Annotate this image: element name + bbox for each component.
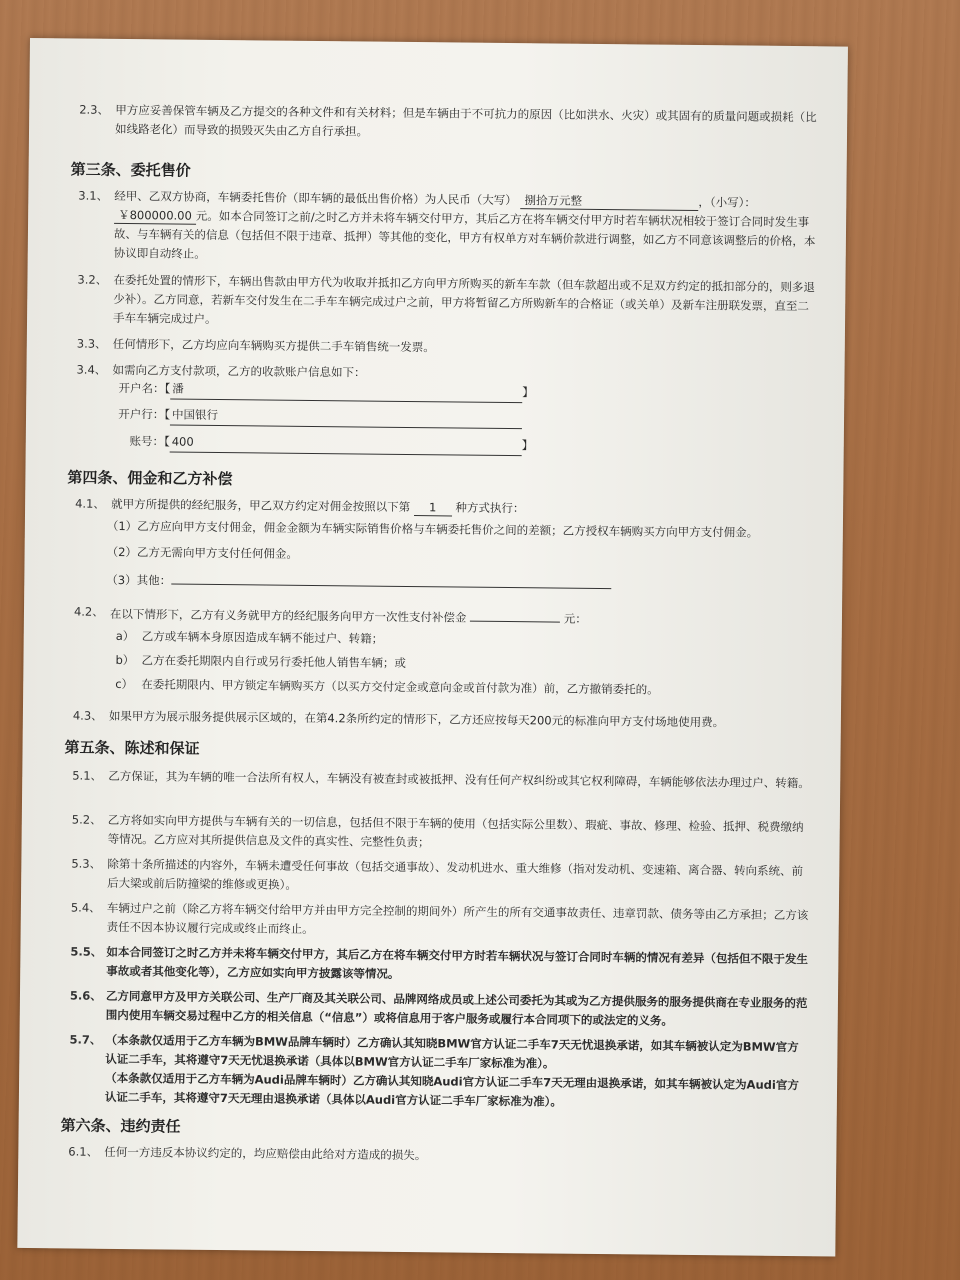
clause-text-a: 在以下情形下，乙方有义务就甲方的经纪服务向甲方一次性支付补偿金 (109, 606, 467, 625)
clause-text-b: ，（小写）： (698, 195, 757, 210)
clause-number: 5.2、 (71, 812, 102, 827)
account-number-field[interactable]: 400 (170, 432, 522, 456)
section-5-title: 第五条、陈述和保证 (64, 738, 200, 758)
amount-number-field[interactable]: ￥800000.00 (114, 208, 196, 225)
bank-field[interactable]: 中国银行 (170, 405, 522, 429)
clause-text: 乙方将如实向甲方提供与车辆有关的一切信息，包括但不限于车辆的使用（包括实际公里数）、瑕疵、事故、修理、检验、抵押、税费缴纳等情况。乙方应对其所提供信息及文件的真实性、完整性负责； (107, 812, 804, 850)
section-6-title: 第六条、违约责任 (60, 1116, 181, 1136)
clause-number: 5.7、 (69, 1032, 102, 1047)
clause-text-b: 种方式执行： (455, 500, 525, 516)
condition-b (115, 651, 406, 673)
clause-number: 5.6、 (69, 988, 102, 1003)
account-number-label: 账号：【 (129, 434, 170, 449)
clause-text: 车辆过户之前（除乙方将车辆交付给甲方并由甲方完全控制的期间外）所产生的所有交通事故责任、违章罚款、债务等由乙方承担；乙方该责任不因本协议履行完成或终止而终止。 (106, 900, 809, 937)
condition-b-text: 乙方在委托期限内自行或另行委托他人销售车辆；或 (141, 653, 407, 670)
clause-number: 3.4、 (76, 362, 107, 377)
clause-text: 如需向乙方支付款项，乙方的收款账户信息如下： (112, 362, 366, 380)
clause-text: 在委托处置的情形下，车辆出售款由甲方代为收取并抵扣乙方向甲方所购买的新车车款（但车款超出或不足双方约定的抵扣部分的，则多退少补）。乙方同意，若新车交付发生在二手车车辆完成过户之前，甲方将暂留乙方所购新车的合格证（或关单）及新车注册联发票，直至二手车车辆完成过户。 (113, 272, 816, 326)
clause-number: 2.3、 (79, 102, 110, 117)
option-3-label: （3）其他： (106, 572, 172, 588)
clause-number: 5.5、 (70, 944, 103, 959)
option-1: （1）乙方应向甲方支付佣金，佣金金额为车辆实际销售价格与车辆委托售价之间的差额；乙方授权车辆购买方向甲方支付佣金。 (106, 518, 759, 540)
clause-number: 3.1、 (78, 188, 109, 203)
option-3-field[interactable] (171, 570, 611, 590)
clause-5-6 (70, 986, 810, 1032)
option-3-row (106, 569, 611, 595)
clause-text: 乙方保证，其为车辆的唯一合法所有权人，车辆没有被查封或被抵押、没有任何产权纠纷或其它权利障碍，车辆能够依法办理过户、转籍。 (108, 768, 810, 791)
section-3-title: 第三条、委托售价 (70, 160, 191, 180)
section-4-title: 第四条、佣金和乙方补偿 (67, 468, 233, 489)
condition-c-text: 在委托期限内、甲方锁定车辆购买方（以买方交付定金或意向金或首付款为准）前，乙方撤销委托的。 (141, 677, 659, 697)
amount-in-words-field[interactable]: 捌拾万元整 (520, 193, 698, 211)
clause-number: 6.1、 (68, 1144, 99, 1159)
clause-number: 3.3、 (76, 336, 107, 351)
condition-c-mark: c） (115, 676, 134, 692)
clause-number: 4.3、 (72, 708, 103, 723)
clause-text: 如果甲方为展示服务提供展示区域的，在第4.2条所约定的情形下，乙方还应按每天200元的标准向甲方支付场地使用费。 (108, 708, 725, 730)
clause-number: 4.1、 (75, 496, 105, 511)
condition-a-text: 乙方或车辆本身原因造成车辆不能过户、转籍； (141, 629, 384, 646)
bracket-close: 】 (522, 385, 534, 400)
compensation-amount-field[interactable] (470, 607, 560, 623)
clause-number: 5.1、 (72, 768, 103, 783)
clause-text-bmw: （本条款仅适用于乙方车辆为BMW品牌车辆时）乙方确认其知晓BMW官方认证二手车7天无忧退换承诺，如其车辆被认定为BMW官方认证二手车，其将遵守7天无忧退换承诺（具体以BMW官方认证二手车厂家标准为准）。 (105, 1032, 799, 1071)
account-holder-field[interactable]: 潘 (170, 379, 522, 403)
clause-text-c: 元。如本合同签订之前/之时乙方并未将车辆交付甲方，其后乙方在将车辆交付甲方时若车辆状况相较于签订合同时发生事故、与车辆有关的信息（包括但不限于违章、抵押）等其他的变化，甲方有权单方对车辆价款进行调整，如乙方不同意该调整后的价格，本协议即自动终止。 (113, 208, 816, 261)
condition-c (115, 675, 659, 700)
clause-number: 5.3、 (71, 856, 102, 871)
account-number-row (112, 432, 534, 456)
bracket-close: 】 (521, 438, 534, 453)
clause-text: 任何情形下，乙方均应向车辆购买方提供二手车销售统一发票。 (112, 336, 435, 355)
condition-b-mark: b） (115, 652, 135, 668)
clause-4-3 (73, 706, 813, 733)
condition-a-mark: a） (115, 628, 135, 644)
contract-page (17, 38, 848, 1256)
clause-6-1 (68, 1142, 808, 1169)
clause-2-3 (79, 101, 819, 147)
account-holder-row (112, 379, 534, 403)
clause-5-3 (71, 854, 811, 900)
clause-text: 乙方同意甲方及甲方关联公司、生产厂商及其关联公司、品牌网络成员或上述公司委托为其或为乙方提供服务的服务提供商在专业服务的范围内使用车辆交易过程中乙方的相关信息（“信息”）或将信息用于客户服务或履行本合同项下的或法定的义务。 (105, 988, 808, 1028)
condition-a (116, 627, 384, 649)
clause-5-5 (70, 942, 810, 988)
clause-text (114, 187, 819, 270)
clause-text: 任何一方违反本协议约定的，均应赔偿由此给对方造成的损失。 (104, 1144, 427, 1163)
clause-3-2 (77, 271, 818, 336)
clause-3-1 (78, 187, 819, 271)
clause-text-audi: （本条款仅适用于乙方车辆为Audi品牌车辆时）乙方确认其知晓Audi官方认证二手车7天无理由退换承诺，如其车辆被认定为Audi官方认证二手车，其将遵守7天无理由退换承诺（具体以Audi官方认证二手车厂家标准为准）。 (104, 1070, 799, 1109)
clause-5-1 (72, 766, 812, 793)
clause-number: 5.4、 (70, 900, 101, 915)
bank-label: 开户行：【 (118, 406, 171, 422)
bank-row (112, 405, 522, 429)
option-2: （2）乙方无需向甲方支付任何佣金。 (106, 544, 299, 561)
clause-5-2 (72, 810, 812, 856)
clause-text: 如本合同签订之时乙方并未将车辆交付甲方，其后乙方在将车辆交付甲方时若车辆状况与签订合同时车辆的情况有差异（包括但不限于发生事故或者其他变化等），乙方应如实向甲方披露该等情况。 (106, 944, 808, 981)
clause-5-4 (71, 898, 811, 944)
clause-text-b: 元： (563, 611, 587, 626)
clause-text: 甲方应妥善保管车辆及乙方提交的各种文件和有关材料；但是车辆由于不可抗力的原因（比如洪水、火灾）或其固有的质量问题或损耗（比如线路老化）而导致的损毁灭失由乙方自行承担。 (114, 102, 817, 139)
account-holder-label: 开户名：【 (118, 380, 171, 396)
clause-text-a: 经甲、乙双方协商，车辆委托售价（即车辆的最低出售价格）为人民币（大写） (114, 188, 517, 208)
clause-number: 4.2、 (73, 604, 104, 619)
clause-text-a: 就甲方所提供的经纪服务，甲乙双方约定对佣金按照以下第 (111, 496, 411, 515)
clause-5-7 (69, 1030, 810, 1114)
clause-3-3 (77, 335, 817, 362)
clause-number: 3.2、 (77, 272, 108, 287)
clause-text: 除第十条所描述的内容外，车辆未遭受任何事故（包括交通事故）、发动机进水、重大维修（指对发动机、变速箱、离合器、转向系统、前后大梁或前后防撞梁的维修或更换）。 (107, 856, 804, 892)
commission-method-field[interactable]: 1 (414, 500, 452, 516)
